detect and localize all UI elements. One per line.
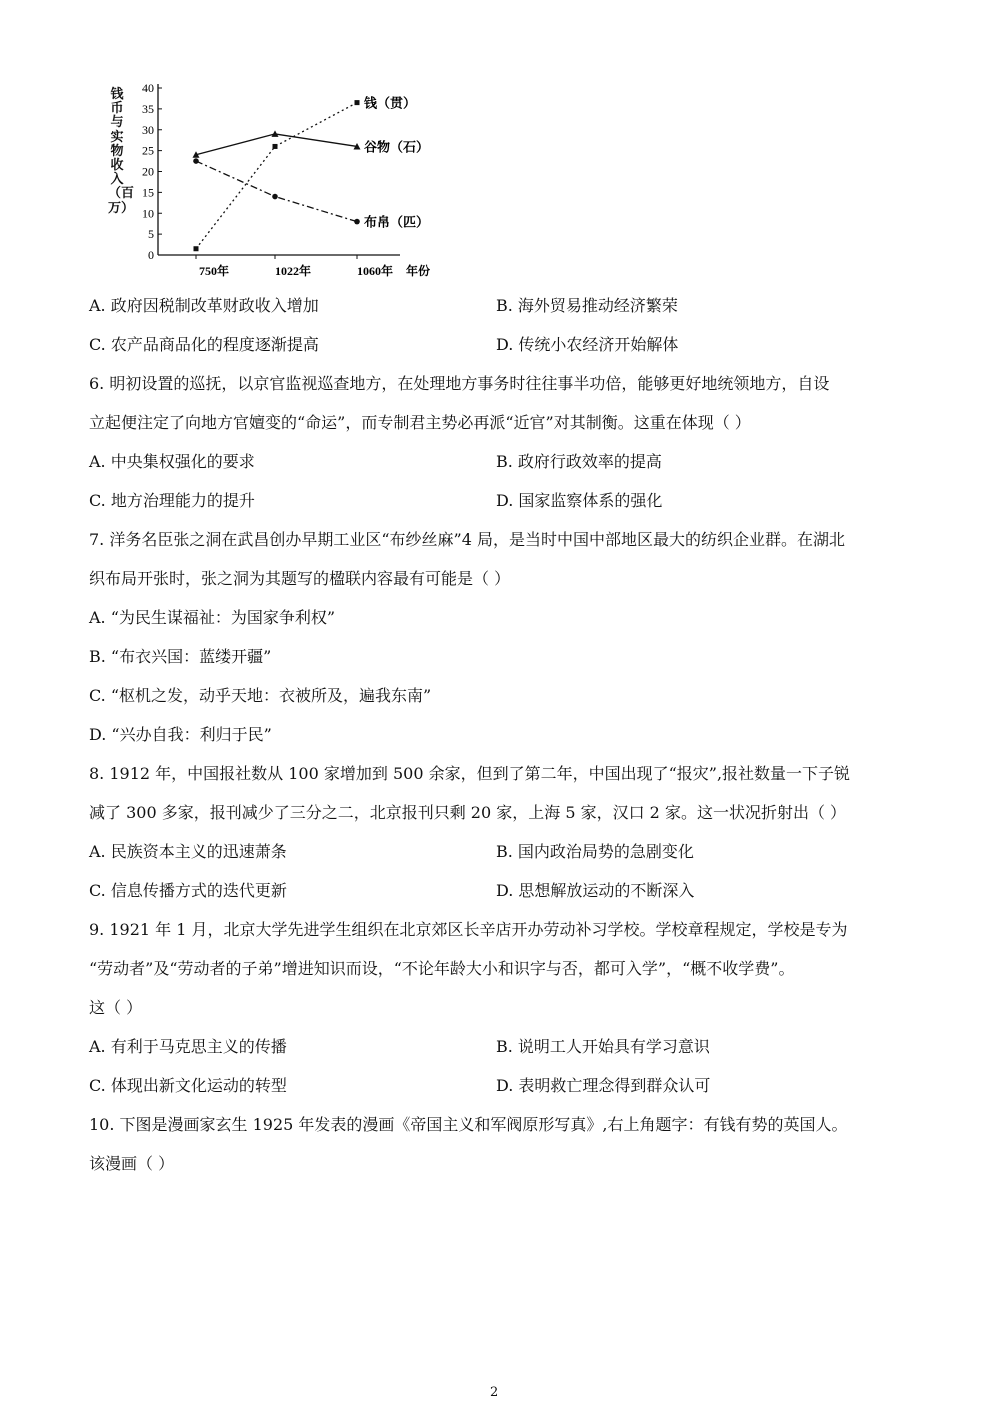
q6-stem-line-2: 立起便注定了向地方官嬗变的“命运”，而专制君主势必再派“近官”对其制衡。这重在体现（ ） xyxy=(89,413,751,432)
q7-option-a: A. “为民生谋福祉：为国家争利权” xyxy=(89,608,336,627)
q8-option-c: C. 信息传播方式的迭代更新 xyxy=(89,881,287,900)
q9-option-d: D. 表明救亡理念得到群众认可 xyxy=(496,1076,711,1095)
q10-stem-line-1: 10. 下图是漫画家玄生 1925 年发表的漫画《帝国主义和军阀原形写真》,右上角题字：有钱有势的英国人。 xyxy=(89,1115,848,1134)
data-point-circle xyxy=(354,219,360,225)
q8-option-d: D. 思想解放运动的不断深入 xyxy=(496,881,695,900)
q9-stem-line-1: 9. 1921 年 1 月，北京大学先进学生组织在北京郊区长辛店开办劳动补习学校。学校章程规定，学校是专为 xyxy=(89,920,848,939)
x-tick-label: 750年 xyxy=(198,264,230,278)
x-tick-label: 1022年 xyxy=(274,264,312,278)
y-tick-label: 20 xyxy=(142,164,154,179)
q7-stem-line-1: 7. 洋务名臣张之洞在武昌创办早期工业区“布纱丝麻”4 局，是当时中国中部地区最大的纺织企业群。在湖北 xyxy=(89,530,845,549)
data-point-circle xyxy=(272,194,278,200)
y-axis-ticks xyxy=(142,81,162,262)
page-number: 2 xyxy=(490,1385,499,1400)
data-point-square xyxy=(194,246,199,251)
q9-option-c: C. 体现出新文化运动的转型 xyxy=(89,1076,287,1095)
q6-option-b: B. 政府行政效率的提高 xyxy=(496,452,662,471)
y-tick-label: 35 xyxy=(142,101,154,116)
y-tick-label: 40 xyxy=(142,81,154,95)
chart-series xyxy=(193,100,361,251)
q7-option-c: C. “枢机之发，动乎天地：衣被所及，遍我东南” xyxy=(89,686,432,705)
q7-option-d: D. “兴办自我：利归于民” xyxy=(89,725,272,744)
q7-option-b: B. “布衣兴国：蓝缕开疆” xyxy=(89,647,272,666)
q5-option-b: B. 海外贸易推动经济繁荣 xyxy=(496,296,678,315)
y-tick-label: 25 xyxy=(142,143,154,158)
series-label: 谷物（石） xyxy=(364,140,430,156)
x-axis-ticks xyxy=(196,255,430,278)
y-tick-label: 5 xyxy=(148,227,154,242)
q9-option-b: B. 说明工人开始具有学习意识 xyxy=(496,1037,710,1056)
series-line xyxy=(196,103,357,249)
q6-option-a: A. 中央集权强化的要求 xyxy=(89,452,255,471)
q9-option-a: A. 有利于马克思主义的传播 xyxy=(89,1037,287,1056)
y-tick-label: 0 xyxy=(148,248,154,262)
y-tick-label: 10 xyxy=(142,206,154,221)
x-tick-label: 1060年 xyxy=(356,264,394,278)
y-axis-title: 钱币与实物收入（百万） xyxy=(108,87,135,216)
q5-option-c: C. 农产品商品化的程度逐渐提高 xyxy=(89,335,319,354)
q8-option-b: B. 国内政治局势的急剧变化 xyxy=(496,842,694,861)
q8-option-a: A. 民族资本主义的迅速萧条 xyxy=(89,842,287,861)
q9-stem-line-2: “劳动者”及“劳动者的子弟”增进知识而设，“不论年龄大小和识字与否，都可入学”，“概不收学费”。 xyxy=(89,959,795,978)
q10-stem-line-2: 该漫画（ ） xyxy=(89,1154,175,1173)
income-line-chart xyxy=(100,78,460,288)
data-point-square xyxy=(355,100,360,105)
q8-stem-line-2: 减了 300 多家，报刊减少了三分之二，北京报刊只剩 20 家，上海 5 家，汉口 2 家。这一状况折射出（ ） xyxy=(89,803,847,822)
q5-option-a: A. 政府因税制改革财政收入增加 xyxy=(89,296,319,315)
q9-stem-line-3: 这（ ） xyxy=(89,998,143,1017)
x-axis-title: 年份 xyxy=(405,264,431,278)
q7-stem-line-2: 织布局开张时，张之洞为其题写的楹联内容最有可能是（ ） xyxy=(89,569,511,588)
series-label: 钱（贯） xyxy=(364,96,417,112)
y-tick-label: 30 xyxy=(142,122,154,137)
series-label: 布帛（匹） xyxy=(364,215,430,231)
q8-stem-line-1: 8. 1912 年，中国报社数从 100 家增加到 500 余家，但到了第二年，中国出现了“报灾”,报社数量一下子锐 xyxy=(89,764,851,783)
q5-option-d: D. 传统小农经济开始解体 xyxy=(496,335,679,354)
series-labels xyxy=(364,96,429,231)
data-point-circle xyxy=(193,158,199,164)
data-point-square xyxy=(273,144,278,149)
q6-option-c: C. 地方治理能力的提升 xyxy=(89,491,255,510)
y-tick-label: 15 xyxy=(142,185,154,200)
series-line xyxy=(196,161,357,222)
q6-stem-line-1: 6. 明初设置的巡抚，以京官监视巡查地方，在处理地方事务时往往事半功倍，能够更好地统领地方，自设 xyxy=(89,374,830,393)
q6-option-d: D. 国家监察体系的强化 xyxy=(496,491,663,510)
